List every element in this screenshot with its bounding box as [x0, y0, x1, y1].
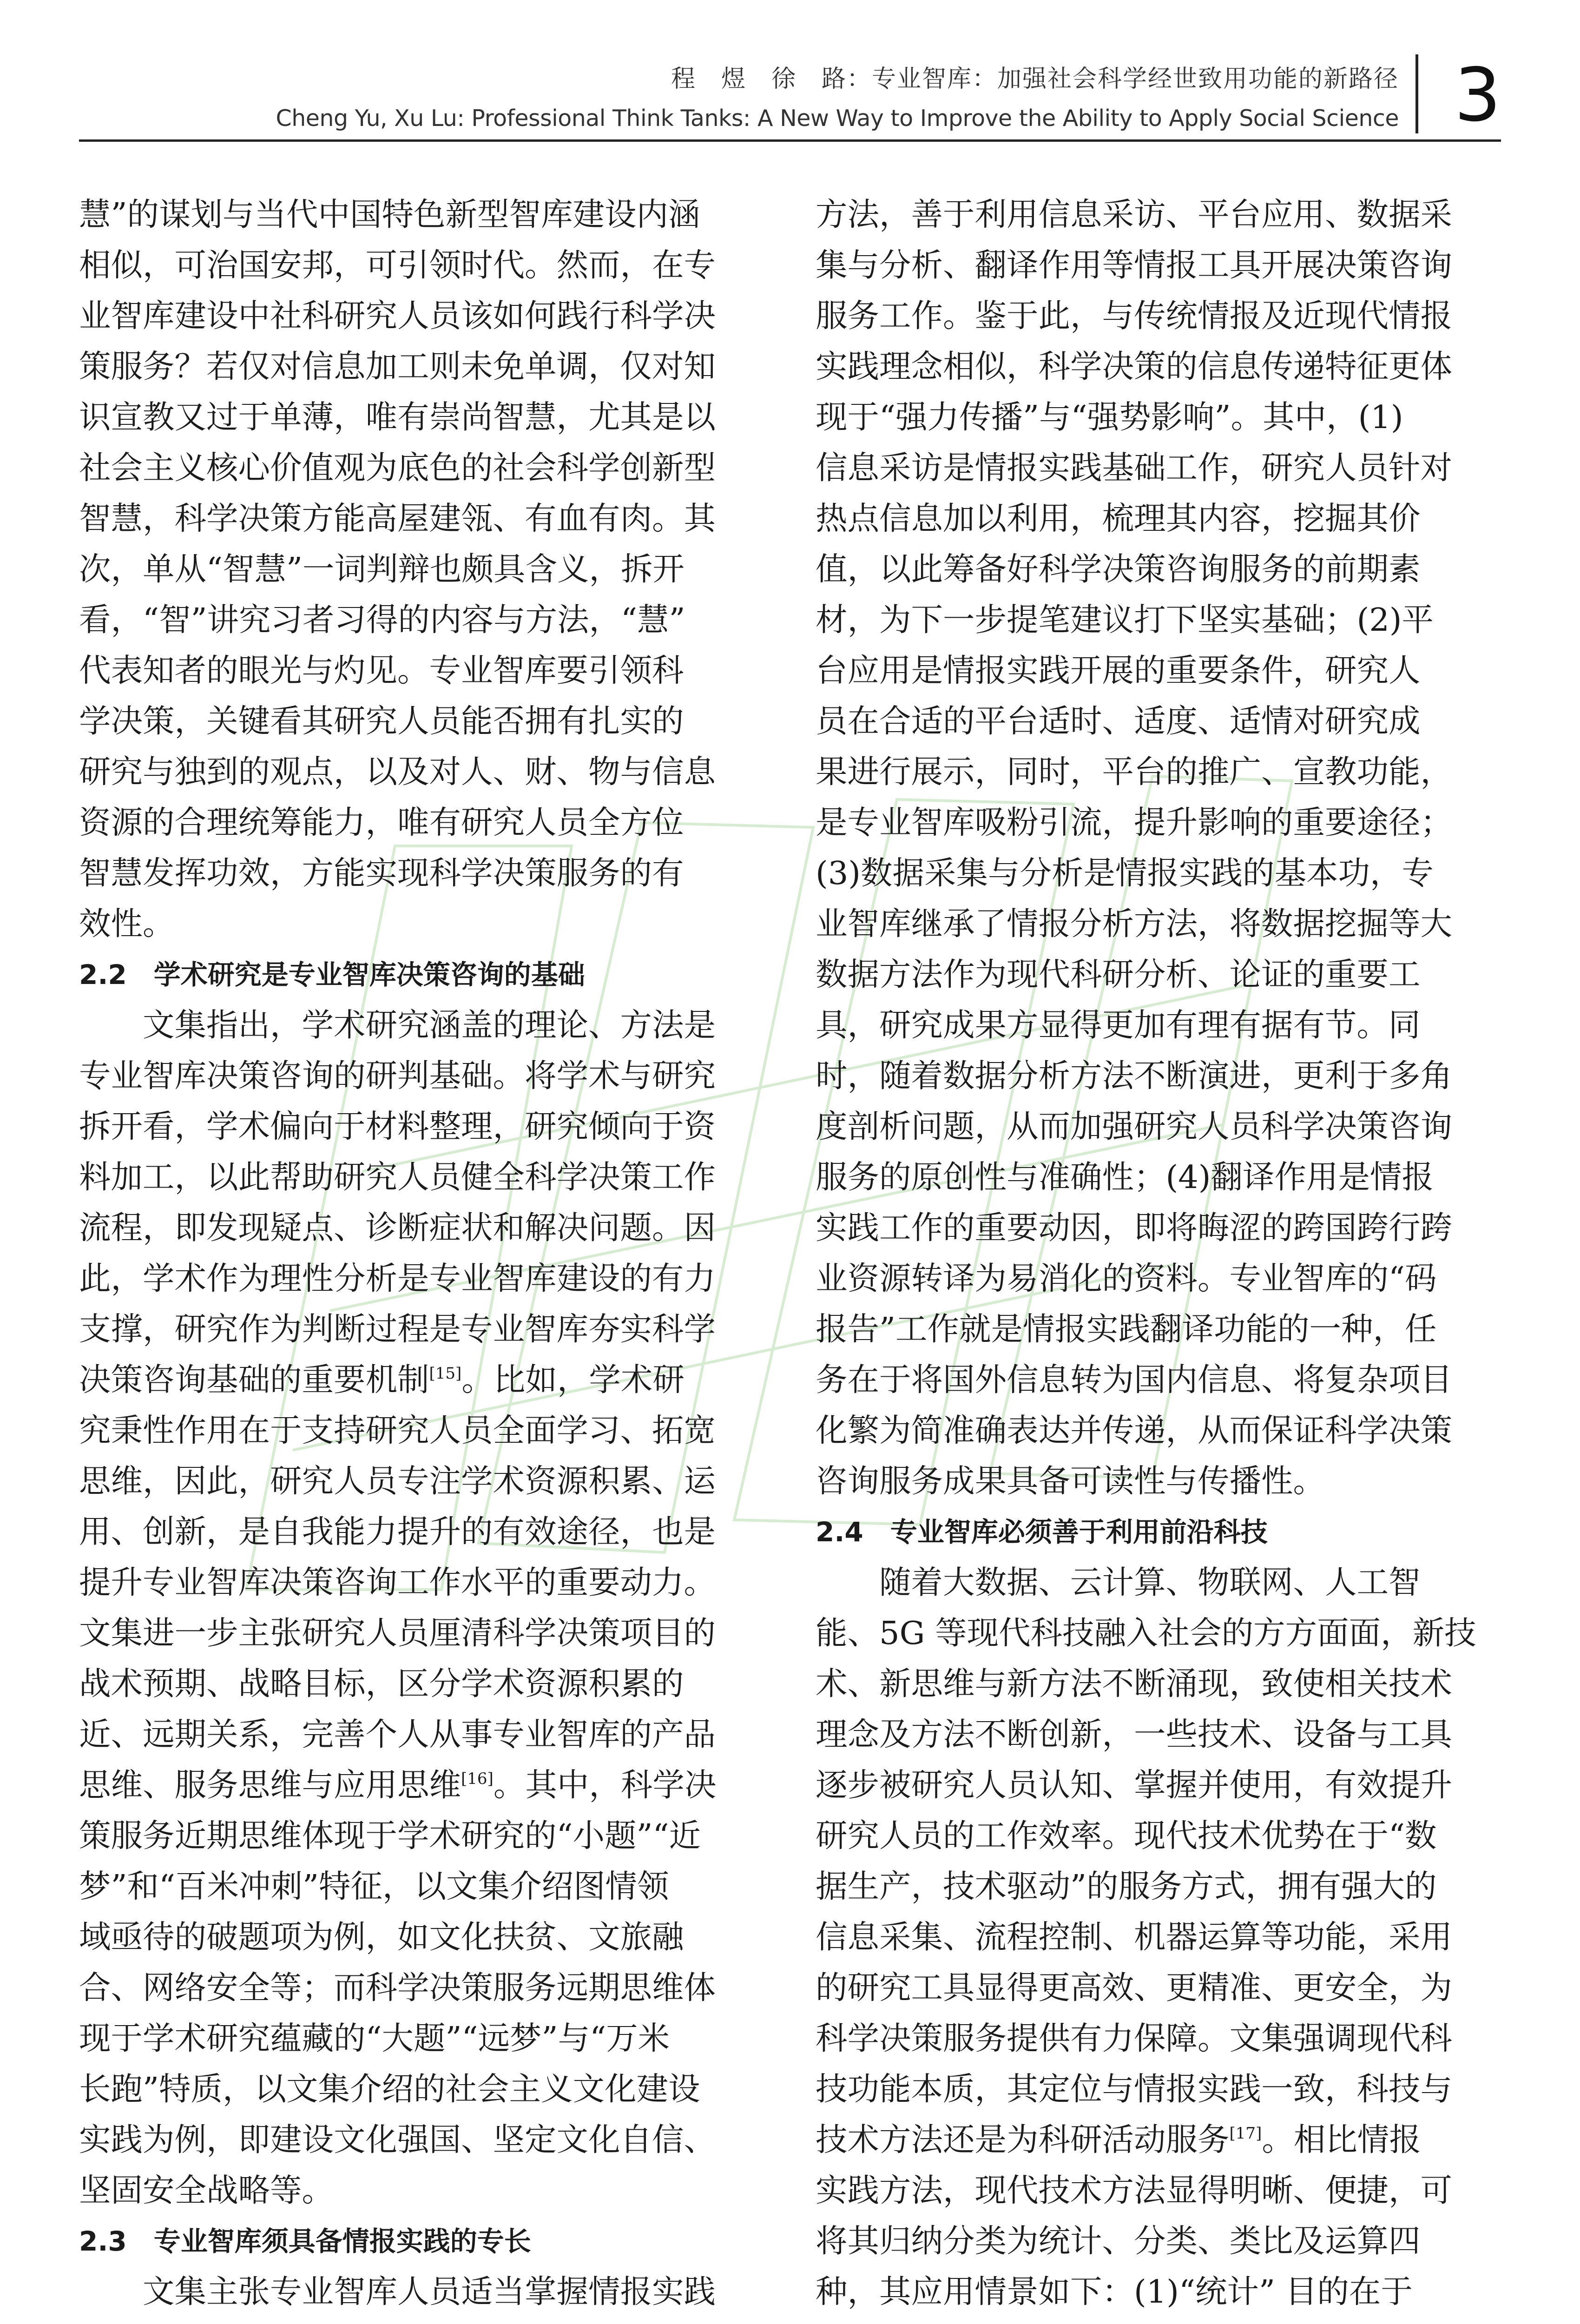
text-line [79, 1760, 767, 1811]
left-column [79, 190, 767, 2317]
text-line [79, 1304, 767, 1355]
line-text: 梦”和“百米冲刺”特征，以文集介绍图情领 [79, 1868, 669, 1905]
text-line [79, 544, 767, 595]
line-text: 实践工作的重要动因，即将晦涩的跨国跨行跨 [816, 1209, 1453, 1247]
line-text: 信息采访是情报实践基础工作，研究人员针对 [816, 449, 1453, 487]
text-line [816, 494, 1503, 544]
line-text: 智慧，科学决策方能高屋建瓴、有血有肉。其 [79, 500, 716, 537]
running-header [79, 44, 1501, 151]
header-english-title: Cheng Yu, Xu Lu: Professional Think Tanks: A New Way to Improve the Ability to Apply Social Science [276, 105, 1399, 132]
page-number: 3 [1454, 53, 1501, 138]
line-text: 值，以此筹备好科学决策咨询服务的前期素 [816, 551, 1421, 588]
text-line [79, 696, 767, 747]
text-line [816, 1051, 1503, 1102]
text-line [816, 696, 1503, 747]
text-line [79, 1203, 767, 1254]
line-text-after-ref: 。比如，学术研 [461, 1361, 685, 1399]
text-line [816, 747, 1503, 798]
right-column [816, 190, 1503, 2317]
text-line [816, 2166, 1503, 2216]
line-text: 种，其应用情景如下：(1)“统计” 目的在于 [816, 2273, 1413, 2311]
line-text: 务在于将国外信息转为国内信息、将复杂项目 [816, 1361, 1453, 1399]
line-text: 流程，即发现疑点、诊断症状和解决问题。因 [79, 1209, 716, 1247]
line-text: 业资源转译为易消化的资料。专业智库的“码 [816, 1260, 1437, 1297]
line-text: 热点信息加以利用，梳理其内容，挖掘其价 [816, 500, 1421, 537]
text-line [79, 2064, 767, 2115]
text-line [79, 747, 767, 798]
line-text: 坚固安全战略等。 [79, 2172, 334, 2209]
text-line [79, 1710, 767, 1760]
line-text: 业智库建设中社科研究人员该如何践行科学决 [79, 297, 716, 335]
text-line [816, 1355, 1503, 1406]
text-line [816, 2216, 1503, 2267]
line-text: 将其归纳分类为统计、分类、类比及运算四 [816, 2223, 1421, 2260]
line-text: 技术方法还是为科研活动服务 [816, 2121, 1230, 2159]
text-line [816, 2115, 1503, 2166]
line-text: 学决策，关键看其研究人员能否拥有扎实的 [79, 703, 684, 740]
header-chinese-title: 程 煜 徐 路：专业智库：加强社会科学经世致用功能的新路径 [671, 65, 1399, 93]
text-line [79, 1152, 767, 1203]
text-line [79, 240, 767, 291]
text-line [816, 1102, 1503, 1152]
citation-ref: [15] [429, 1364, 462, 1383]
line-text: 此，学术作为理性分析是专业智库建设的有力 [79, 1260, 716, 1297]
line-text: 是专业智库吸粉引流，提升影响的重要途径； [816, 804, 1453, 841]
line-text: 术、新思维与新方法不断涌现，致使相关技术 [816, 1665, 1453, 1703]
line-text: 用、创新，是自我能力提升的有效途径，也是 [79, 1513, 716, 1551]
line-text: 决策咨询基础的重要机制 [79, 1361, 429, 1399]
line-text: 2.2 学术研究是专业智库决策咨询的基础 [79, 959, 585, 990]
text-line [816, 1304, 1503, 1355]
line-text: 思维，因此，研究人员专注学术资源积累、运 [79, 1463, 716, 1500]
line-text: 理念及方法不断创新，一些技术、设备与工具 [816, 1716, 1453, 1753]
line-text: 究秉性作用在于支持研究人员全面学习、拓宽 [79, 1412, 716, 1449]
citation-ref: [17] [1229, 2124, 1262, 2143]
text-line [816, 1406, 1503, 1456]
text-line [816, 2014, 1503, 2064]
header-divider [1415, 54, 1418, 133]
text-line [79, 1912, 767, 1963]
line-text: 相似，可治国安邦，可引领时代。然而，在专 [79, 247, 716, 284]
line-text: 识宣教又过于单薄，唯有崇尚智慧，尤其是以 [79, 399, 716, 436]
header-text [276, 58, 1399, 137]
line-text: 度剖析问题，从而加强研究人员科学决策咨询 [816, 1108, 1453, 1145]
text-line [816, 2267, 1503, 2317]
line-text-after-ref: 。相比情报 [1262, 2121, 1421, 2159]
line-text: 技功能本质，其定位与情报实践一致，科技与 [816, 2071, 1453, 2108]
line-text: 2.3 专业智库须具备情报实践的专长 [79, 2225, 531, 2257]
text-line [816, 1152, 1503, 1203]
line-text: 具，研究成果方显得更加有理有据有节。同 [816, 1007, 1421, 1044]
text-line [79, 494, 767, 544]
line-text: 近、远期关系，完善个人从事专业智库的产品 [79, 1716, 716, 1753]
line-text: 实践方法，现代技术方法显得明晰、便捷，可 [816, 2172, 1453, 2209]
text-line [816, 190, 1503, 240]
text-line [816, 544, 1503, 595]
text-line [79, 1608, 767, 1659]
text-line [79, 1659, 767, 1710]
line-text: 专业智库决策咨询的研判基础。将学术与研究 [79, 1057, 716, 1095]
text-line [816, 1710, 1503, 1760]
text-line [816, 240, 1503, 291]
citation-ref: [16] [461, 1769, 494, 1788]
text-line [816, 1608, 1503, 1659]
line-text: 据生产，技术驱动”的服务方式，拥有强大的 [816, 1868, 1437, 1905]
text-line [816, 1456, 1503, 1507]
text-line [79, 1254, 767, 1304]
text-line [79, 1963, 767, 2014]
text-line [816, 1811, 1503, 1862]
text-line [79, 848, 767, 899]
text-line [816, 2064, 1503, 2115]
line-text: 社会主义核心价值观为底色的社会科学创新型 [79, 449, 716, 487]
line-text: 代表知者的眼光与灼见。专业智库要引领科 [79, 652, 684, 689]
line-text: 信息采集、流程控制、机器运算等功能，采用 [816, 1919, 1453, 1956]
text-line [79, 646, 767, 696]
line-text: 文集指出，学术研究涵盖的理论、方法是 [79, 1007, 716, 1044]
text-line [79, 1558, 767, 1608]
text-line [79, 291, 767, 342]
line-text: 2.4 专业智库必须善于利用前沿科技 [816, 1516, 1268, 1548]
line-text: 长跑”特质，以文集介绍的社会主义文化建设 [79, 2071, 700, 2108]
text-line [816, 1862, 1503, 1912]
line-text: 台应用是情报实践开展的重要条件，研究人 [816, 652, 1421, 689]
line-text: 随着大数据、云计算、物联网、人工智 [816, 1564, 1421, 1601]
line-text: 材，为下一步提笔建议打下坚实基础；(2)平 [816, 601, 1434, 639]
text-line [79, 2014, 767, 2064]
line-text: 实践理念相似，科学决策的信息传递特征更体 [816, 348, 1453, 385]
header-rule [79, 139, 1501, 142]
text-line [816, 1254, 1503, 1304]
line-text: 资源的合理统筹能力，唯有研究人员全方位 [79, 804, 684, 841]
line-text: 研究人员的工作效率。现代技术优势在于“数 [816, 1817, 1437, 1855]
text-line [79, 899, 767, 950]
line-text: 果进行展示，同时，平台的推广、宣教功能， [816, 753, 1453, 791]
text-line [816, 1912, 1503, 1963]
text-line [816, 899, 1503, 950]
text-line [79, 1102, 767, 1152]
text-line [79, 392, 767, 443]
text-line [79, 190, 767, 240]
text-line [816, 1760, 1503, 1811]
text-line [816, 595, 1503, 646]
text-line [816, 646, 1503, 696]
line-text: 文集进一步主张研究人员厘清科学决策项目的 [79, 1615, 716, 1652]
section-heading [816, 1507, 1503, 1558]
text-line [79, 1456, 767, 1507]
line-text: 能、5G 等现代科技融入社会的方方面面，新技 [816, 1615, 1476, 1652]
line-text: 员在合适的平台适时、适度、适情对研究成 [816, 703, 1421, 740]
text-line [816, 798, 1503, 848]
text-line [79, 1862, 767, 1912]
line-text: 现于“强力传播”与“强势影响”。其中，(1) [816, 399, 1403, 436]
line-text: 研究与独到的观点，以及对人、财、物与信息 [79, 753, 716, 791]
line-text: 文集主张专业智库人员适当掌握情报实践 [79, 2273, 716, 2311]
section-heading [79, 950, 767, 1000]
text-line [79, 2267, 767, 2317]
line-text: 数据方法作为现代科研分析、论证的重要工 [816, 956, 1421, 993]
line-text: 策服务近期思维体现于学术研究的“小题”“近 [79, 1817, 701, 1855]
line-text: 支撑，研究作为判断过程是专业智库夯实科学 [79, 1311, 716, 1348]
text-line [816, 342, 1503, 392]
text-line [816, 1000, 1503, 1051]
text-line [79, 1507, 767, 1558]
text-line [79, 2115, 767, 2166]
line-text: 次，单从“智慧”一词判辩也颇具含义，拆开 [79, 551, 685, 588]
text-line [79, 443, 767, 494]
line-text: 时，随着数据分析方法不断演进，更利于多角 [816, 1057, 1453, 1095]
line-text: 看，“智”讲究习者习得的内容与方法，“慧” [79, 601, 685, 639]
line-text: 咨询服务成果具备可读性与传播性。 [816, 1463, 1325, 1500]
line-text: 战术预期、战略目标，区分学术资源积累的 [79, 1665, 684, 1703]
section-heading [79, 2216, 767, 2267]
line-text: 合、网络安全等；而科学决策服务远期思维体 [79, 1969, 716, 2007]
line-text: 实践为例，即建设文化强国、坚定文化自信、 [79, 2121, 716, 2159]
text-line [79, 595, 767, 646]
line-text: 料加工，以此帮助研究人员健全科学决策工作 [79, 1159, 716, 1196]
text-line [816, 848, 1503, 899]
line-text: 拆开看，学术偏向于材料整理，研究倾向于资 [79, 1108, 716, 1145]
text-line [816, 950, 1503, 1000]
line-text: (3)数据采集与分析是情报实践的基本功，专 [816, 855, 1434, 892]
line-text: 域亟待的破题项为例，如文化扶贫、文旅融 [79, 1919, 684, 1956]
text-line [816, 1963, 1503, 2014]
text-line [816, 1558, 1503, 1608]
line-text: 业智库继承了情报分析方法，将数据挖掘等大 [816, 905, 1453, 943]
line-text: 现于学术研究蕴藏的“大题”“远梦”与“万米 [79, 2020, 670, 2057]
line-text: 集与分析、翻译作用等情报工具开展决策咨询 [816, 247, 1453, 284]
text-line [816, 392, 1503, 443]
text-line [79, 2166, 767, 2216]
text-line [79, 342, 767, 392]
text-line [79, 1051, 767, 1102]
text-line [79, 1000, 767, 1051]
text-line [816, 1203, 1503, 1254]
text-line [816, 291, 1503, 342]
line-text: 科学决策服务提供有力保障。文集强调现代科 [816, 2020, 1453, 2057]
text-line [816, 1659, 1503, 1710]
line-text: 策服务？若仅对信息加工则未免单调，仅对知 [79, 348, 716, 385]
line-text: 提升专业智库决策咨询工作水平的重要动力。 [79, 1564, 716, 1601]
line-text: 化繁为简准确表达并传递，从而保证科学决策 [816, 1412, 1453, 1449]
text-line [816, 443, 1503, 494]
text-line [79, 1406, 767, 1456]
line-text: 服务的原创性与准确性；(4)翻译作用是情报 [816, 1159, 1434, 1196]
line-text: 方法，善于利用信息采访、平台应用、数据采 [816, 196, 1453, 233]
line-text: 报告”工作就是情报实践翻译功能的一种，任 [816, 1311, 1437, 1348]
line-text: 慧”的谋划与当代中国特色新型智库建设内涵 [79, 196, 700, 233]
text-line [79, 1811, 767, 1862]
line-text: 智慧发挥功效，方能实现科学决策服务的有 [79, 855, 684, 892]
line-text: 的研究工具显得更高效、更精准、更安全，为 [816, 1969, 1453, 2007]
line-text: 思维、服务思维与应用思维 [79, 1767, 461, 1804]
line-text-after-ref: 。其中，科学决 [493, 1767, 717, 1804]
text-line [79, 798, 767, 848]
line-text: 逐步被研究人员认知、掌握并使用，有效提升 [816, 1767, 1453, 1804]
line-text: 服务工作。鉴于此，与传统情报及近现代情报 [816, 297, 1453, 335]
line-text: 效性。 [79, 905, 175, 943]
text-line [79, 1355, 767, 1406]
